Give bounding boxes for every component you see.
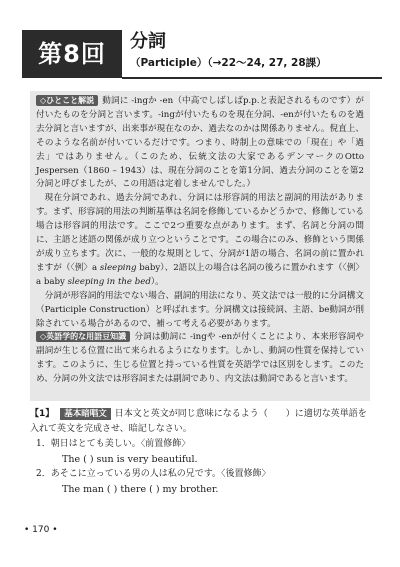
paragraph-4-text: 分詞は動詞に -ingや -enが付くことにより、本来形容詞や副詞が生じる位置に出て来られるようになります。しかし、動詞の性質を保持しています。このように、生じる位置と持っている性質を英語学では区別をします。このため、分詞の外文法では形容詞または副詞であり、内文法は動詞であると言います。 (36, 332, 364, 385)
paragraph-1 (36, 95, 364, 192)
page-subtitle: （Participle）（→22～24, 27, 28課） (130, 57, 327, 69)
question-2: 2．あそこに立っている男の人は私の兄です。〈後置修飾〉 (36, 469, 271, 479)
answer-line-2: The man ( ) there ( ) my brother. (62, 484, 219, 495)
paragraph-3: 分詞が形容詞的用法でない場合、副詞的用法になり、英文法では一般的に分詞構文（Participle Construction）と呼ばれます。分詞構文は接続詞、主語、be動詞が削除されている場合があるので、補って考える必要があります。 (36, 290, 364, 329)
example-phrase-2: sleeping in the bed (67, 276, 151, 287)
page-title: 分詞 (130, 31, 166, 52)
exercise-instruction: 日本文と英文が同じ意味になるよう（ ）に適切な英単語を入れて英文を完成させ、暗記しなさい。 (30, 409, 367, 434)
terminology-tag: ◇英語学的な用語豆知識 (36, 331, 130, 342)
hitokoto-tag: ◇ひとこと解説 (36, 95, 98, 106)
exercise-label: 基本暗唱文 (60, 408, 111, 420)
explanation-panel (30, 91, 370, 401)
paragraph-2 (36, 192, 364, 289)
paragraph-2-text-b: baby）、2語以上の場合は名詞の後ろに置かれます（〈例〉a baby (36, 262, 364, 287)
page-number: • 170 • (24, 525, 58, 535)
exercise-section (30, 407, 375, 497)
lesson-number-box: 第8回 (22, 30, 122, 78)
paragraph-2-text-a: 現在分詞であれ、過去分詞であれ、分詞には形容詞的用法と副詞的用法があります。まず、形容詞的用法の判断基準は名詞を修飾しているかどうかで、修飾している場合は形容詞的用法です。ここで2つ重要な点があります。まず、名詞と分詞の間に、主語と述語の関係が成り立つということです。この場合にのみ、修飾という関係が成り立ちます。次に、一般的な規則として、分詞が1語の場合、名詞の前に置かれますが（〈例〉a (36, 193, 364, 273)
paragraph-2-text-c: ）。 (150, 276, 164, 287)
answer-line-1: The ( ) sun is very beautiful. (62, 454, 198, 465)
exercise-number: 【1】 (30, 409, 55, 419)
title-rule (122, 77, 382, 79)
exercise-header (30, 407, 375, 437)
paragraph-1-text: 動詞に -ingか -en（中高でしばしばp.p.と表記されるものです）が付いたものを分詞と言います。-ingが付いたものを現在分詞、-enが付いたものを過去分詞と言いますが、出来事が現在なのか、過去なのかは関係ありません。倪直上、そのような名前が付いているだけです。つまり、時制上の意味での「現在」や「過去」ではありません。（このため、伝統文法の大家であるデンマークのOtto Jespersen（1860 – 1943）は、現在分詞のことを第1分詞、過去分詞のことを第2分詞と呼びましたが、この用語は定着しませんでした。） (36, 96, 364, 190)
example-word-1: sleeping (99, 262, 137, 273)
paragraph-4 (36, 331, 364, 387)
question-1: 1．朝日はとても美しい。〈前置修飾〉 (36, 439, 191, 449)
